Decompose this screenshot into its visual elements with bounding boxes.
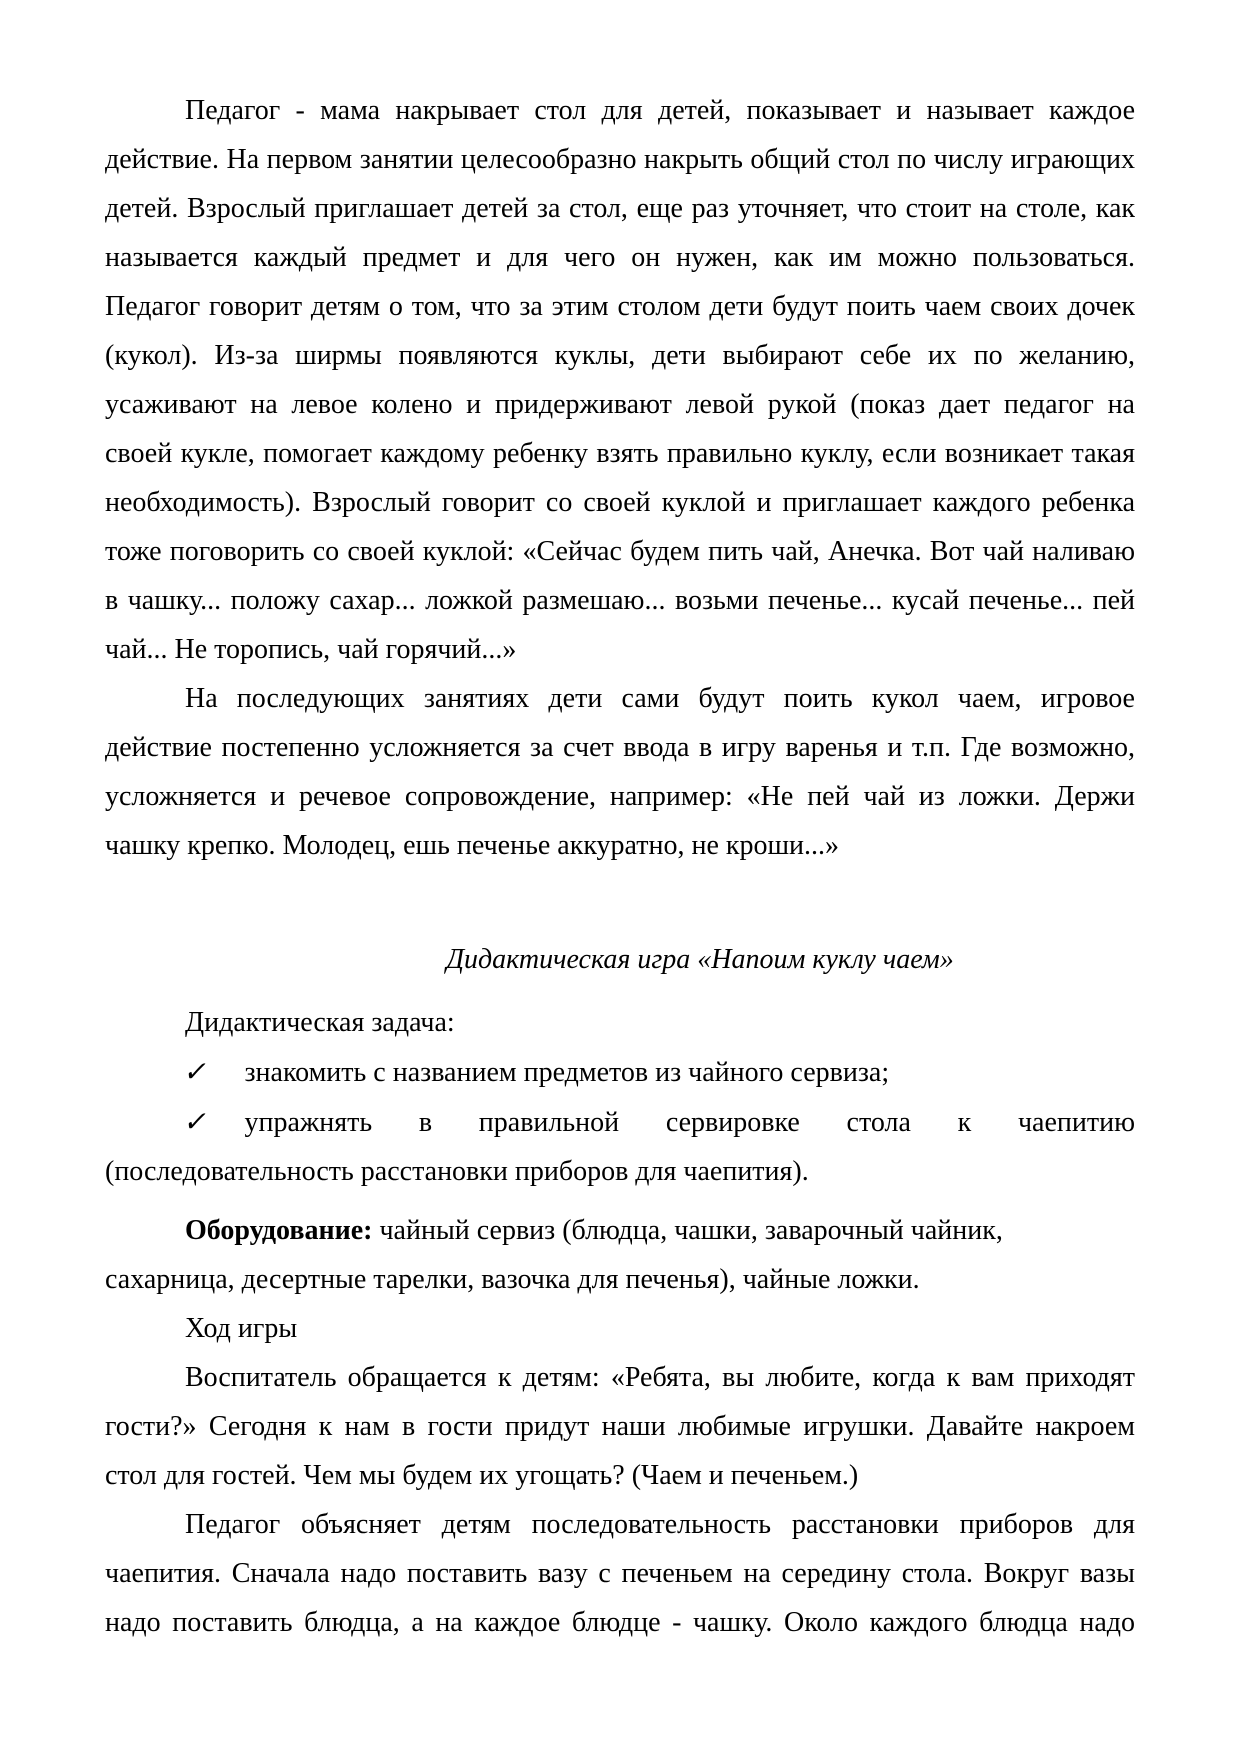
paragraph-2: На последующих занятиях дети сами будут поить кукол чаем, игровое действие постепенно усложняется за счет ввода в игру варенья и т.п. Где возможно, усложняется и речевое сопровождение, например: «Не пей чай из ложки. Держи чашку крепко. Молодец, ешь печенье аккуратно, не кроши...»	[105, 683, 1135, 861]
paragraph-3: Воспитатель обращается к детям: «Ребята, вы любите, когда к вам приходят гости?» Сегодня к нам в гости придут наши любимые игрушки. Давайте накроем стол для гостей. Чем мы будем их угощать? (Чаем и печеньем.)	[105, 1362, 1135, 1491]
checkmark-icon: ✓	[181, 1055, 212, 1088]
bullet-item-2	[105, 1097, 1135, 1196]
task-heading: Дидактическая задача:	[185, 1007, 455, 1038]
checkmark-icon: ✓	[181, 1105, 212, 1138]
paragraph-4: Педагог объясняет детям последовательность расстановки приборов для чаепития. Сначала надо поставить вазу с печеньем на середину стола. Вокруг вазы надо поставить блюдца, а на каждое блюдце - чашку. Около каждого блюдца надо	[105, 1509, 1135, 1638]
equipment-text-line-1: чайный сервиз (блюдца, чашки, заварочный чайник,	[372, 1215, 1003, 1246]
course-heading: Ход игры	[185, 1313, 298, 1344]
bullet-item-1	[105, 1047, 1135, 1097]
equipment-paragraph	[105, 1206, 1135, 1304]
bullet-item-1-text: знакомить с названием предметов из чайного сервиза;	[244, 1057, 890, 1088]
paragraph-1: Педагог - мама накрывает стол для детей, показывает и называет каждое действие. На первом занятии целесообразно накрыть общий стол по числу играющих детей. Взрослый приглашает детей за стол, еще раз уточняет, что стоит на столе, как называется каждый предмет и для чего он нужен, как им можно пользоваться. Педагог говорит детям о том, что за этим столом дети будут поить чаем своих дочек (кукол). Из-за ширмы появляются куклы, дети выбирают себе их по желанию, усаживают на левое колено и придерживают левой рукой (показ дает педагог на своей кукле, помогает каждому ребенку взять правильно куклу, если возникает такая необходимость). Взрослый говорит со своей куклой и приглашает каждого ребенка тоже поговорить со своей куклой: «Сейчас будем пить чай, Анечка. Вот чай наливаю в чашку... положу сахар... ложкой размешаю... возьми печенье... кусай печенье... пей чай... Не торопись, чай горячий...»	[105, 95, 1135, 665]
game-title: Дидактическая игра «Напоим куклу чаем»	[446, 944, 954, 975]
equipment-label: Оборудование:	[185, 1215, 373, 1246]
equipment-text-line-2: сахарница, десертные тарелки, вазочка для печенья), чайные ложки.	[105, 1264, 920, 1295]
bullet-item-2-text: упражнять в правильной сервировке стола к чаепитию (последовательность расстановки приборов для чаепития).	[105, 1107, 1135, 1187]
